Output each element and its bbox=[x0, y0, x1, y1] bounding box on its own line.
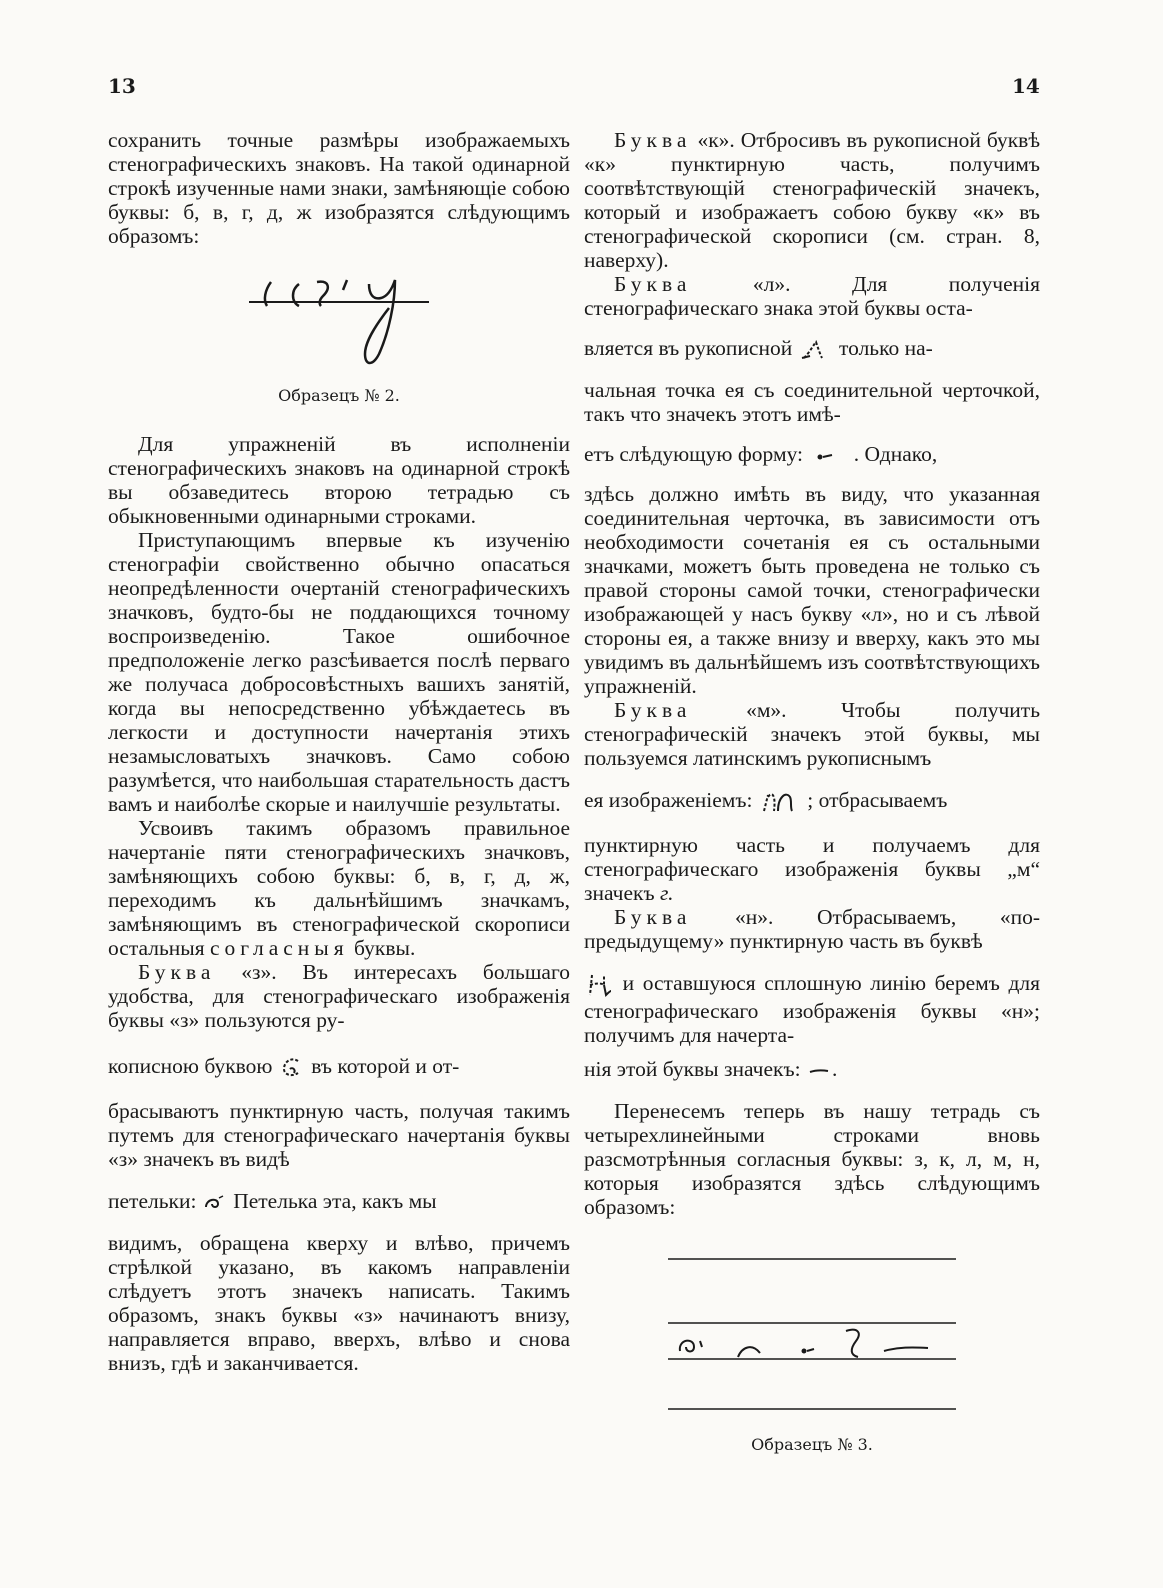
letter-l-form-end: . Однако, bbox=[853, 442, 938, 467]
paragraph-letter-m-latin bbox=[584, 788, 1040, 815]
paragraph-letter-m bbox=[584, 698, 1040, 770]
sample-2-stenography bbox=[229, 262, 449, 372]
caption-sample-2: Образецъ № 2. bbox=[278, 386, 400, 405]
letter-z-text: «з». Въ интересахъ большаго удобства, для стенографическаго изображенія буквы «з» пользуются ру- bbox=[108, 960, 570, 1032]
letter-m-result-text: пунктирную часть и получаемъ для стенографическаго изображенія буквы „м“ значекъ bbox=[584, 833, 1040, 906]
paragraph-letter-m-result bbox=[584, 833, 1040, 905]
paragraph-loop bbox=[108, 1189, 570, 1213]
sample-2-figure bbox=[108, 262, 570, 372]
loop-text: Петелька эта, какъ мы bbox=[233, 1189, 437, 1214]
sample-3-stenography bbox=[662, 1247, 962, 1427]
paragraph-beginners: Приступающимъ впервые къ изученію стенографіи свойственно обычно опасаться неопредѣленности очертаній стенографическихъ значковъ, будто-бы не поддающихся точному воспроизведенію. Такое ошибочное предположеніе легко разсѣивается послѣ перваго же получаса добросовѣстныхъ вашихъ занятій, когда вы непосредственно убѣждаетесь въ легкости и доступности начертанія этихъ незамысловатыхъ значковъ. Само собою разумѣется, что наибольшая старательность дастъ вамъ и наиболѣе скорые и наилучшіе результаты. bbox=[108, 528, 570, 816]
paragraph-exercises: Для упражненій въ исполненіи стенографическихъ знаковъ на одинарной строкѣ вы обзаведитесь второю тетрадью съ обыкновенными одинарными строками. bbox=[108, 432, 570, 528]
letter-l-form-label: етъ слѣдующую форму: bbox=[584, 442, 804, 467]
letter-m-latin-label: ея изображеніемъ: bbox=[584, 788, 753, 813]
page-number-left: 13 bbox=[108, 74, 136, 98]
paragraph-five-signs-text: Усвоивъ такимъ образомъ правильное начертаніе пяти стенографическихъ значковъ, замѣняющихъ собою буквы: б, в, г, д, ж, переходимъ къ дальнѣйшимъ значкамъ, замѣняющимъ въ стенографической скорописи остальныя bbox=[108, 816, 570, 960]
paragraph-letter-l-note: здѣсь должно имѣть въ виду, что указанная соединительная черточка, въ зависимости отъ необходимости сочетанія ея съ остальными значками, можетъ быть проведена не только съ правой стороны самой точки, стенографически изображающей у насъ букву «л», но и съ лѣвой стороны ея, а также внизу и вверху, какъ это мы увидимъ въ дальнѣйшемъ изъ соотвѣтствующихъ упражненій. bbox=[584, 482, 1040, 699]
left-column bbox=[108, 128, 570, 1375]
letter-l-text: «л». Для полученія стенографическаго знака этой буквы оста- bbox=[584, 272, 1040, 320]
paragraph-letter-n bbox=[584, 905, 1040, 953]
paragraph-letter-n-cont bbox=[584, 971, 1040, 1047]
sample-3-figure bbox=[584, 1247, 1040, 1427]
letter-z-text-2: въ которой и от- bbox=[311, 1054, 460, 1078]
loop-label: петельки: bbox=[108, 1189, 197, 1214]
letter-z-handwritten-intro: кописною буквою bbox=[108, 1054, 273, 1078]
paragraph-letter-l-dot: чальная точка ея съ соединительной черточкой, такъ что значекъ этотъ имѣ- bbox=[584, 378, 1040, 427]
letter-l-text-2: вляется въ рукописной bbox=[584, 336, 793, 360]
page-number-right: 14 bbox=[1012, 74, 1040, 98]
letter-n-sign-label: нія этой буквы значекъ: bbox=[584, 1057, 801, 1082]
paragraph-letter-k bbox=[584, 128, 1040, 272]
letter-n-text-2: и оставшуюся сплошную линію беремъ для стенографическаго изображенія буквы «н»; получимъ для начерта- bbox=[584, 971, 1040, 1048]
letter-n-lead: Буква bbox=[614, 905, 692, 930]
letter-n-text: «н». Отбрасываемъ, «по-предыдущему» пунктирную часть въ буквѣ bbox=[584, 905, 1040, 954]
paragraph-intro: сохранить точные размѣры изображаемыхъ стенографическихъ знаковъ. На такой одинарной строкѣ изученные нами знаки, замѣняющіе собою буквы: б, в, г, д, ж изобразятся слѣдующимъ образомъ: bbox=[108, 128, 570, 248]
emphasis-consonants: согласныя bbox=[209, 936, 349, 960]
paragraph-letter-l-cont bbox=[584, 336, 1040, 362]
handwritten-z-glyph bbox=[278, 1055, 306, 1081]
handwritten-n-glyph bbox=[584, 971, 614, 999]
letter-m-text: «м». Чтобы получить стенографическій значекъ этой буквы, мы пользуемся латинскимъ рукописнымъ bbox=[584, 698, 1041, 771]
letter-k-text: «к». Отбросивъ въ рукописной буквѣ «к» пунктирную часть, получимъ соотвѣтствующій стенографическій значекъ, который и изображаетъ собою букву «к» въ стенографической скорописи (см. стран. 8, наверху). bbox=[584, 128, 1040, 272]
letter-l-lead: Буква bbox=[614, 272, 692, 296]
paragraph-five-signs-end: буквы. bbox=[354, 936, 416, 960]
paragraph-five-signs bbox=[108, 816, 570, 960]
letter-m-latin-end: ; отбрасываемъ bbox=[807, 788, 948, 813]
paragraph-transfer: Перенесемъ теперь въ нашу тетрадь съ четырехлинейными строками вновь разсмотрѣнныя согласныя буквы: з, к, л, м, н, которыя изобразятся здѣсь слѣдующимъ образомъ: bbox=[584, 1099, 1040, 1220]
caption-sample-3: Образецъ № 3. bbox=[751, 1435, 873, 1455]
handwritten-l-glyph bbox=[798, 338, 834, 362]
paragraph-letter-z bbox=[108, 960, 570, 1032]
letter-l-text-3: только на- bbox=[839, 336, 933, 360]
letter-k-lead: Буква bbox=[614, 128, 692, 152]
loop-glyph bbox=[202, 1193, 228, 1213]
paragraph-letter-n-sign bbox=[584, 1057, 1040, 1081]
paragraph-letter-z-result: брасываютъ пунктирную часть, получая такимъ путемъ для стенографическаго начертанія буквы «з» значекъ въ видѣ bbox=[108, 1099, 570, 1172]
paragraph-letter-l bbox=[584, 272, 1040, 320]
l-sign-glyph bbox=[808, 449, 848, 463]
paragraph-loop-desc: видимъ, обращена кверху и влѣво, причемъ стрѣлкой указано, въ какомъ направленіи слѣдуетъ этотъ значекъ написать. Такимъ образомъ, знакъ буквы «з» начинаютъ внизу, направляется вправо, вверхъ, влѣво и снова внизъ, гдѣ и заканчивается. bbox=[108, 1231, 570, 1376]
n-sign-glyph bbox=[806, 1064, 832, 1078]
paragraph-letter-l-form bbox=[584, 442, 1040, 466]
paragraph-letter-z-cont bbox=[108, 1054, 570, 1081]
letter-m-sign: г. bbox=[659, 881, 674, 906]
right-column bbox=[584, 128, 1040, 1457]
letter-n-sign-end: . bbox=[831, 1057, 838, 1082]
latin-m-glyph bbox=[758, 789, 802, 815]
letter-z-lead: Буква bbox=[138, 960, 216, 984]
letter-m-lead: Буква bbox=[614, 698, 692, 723]
